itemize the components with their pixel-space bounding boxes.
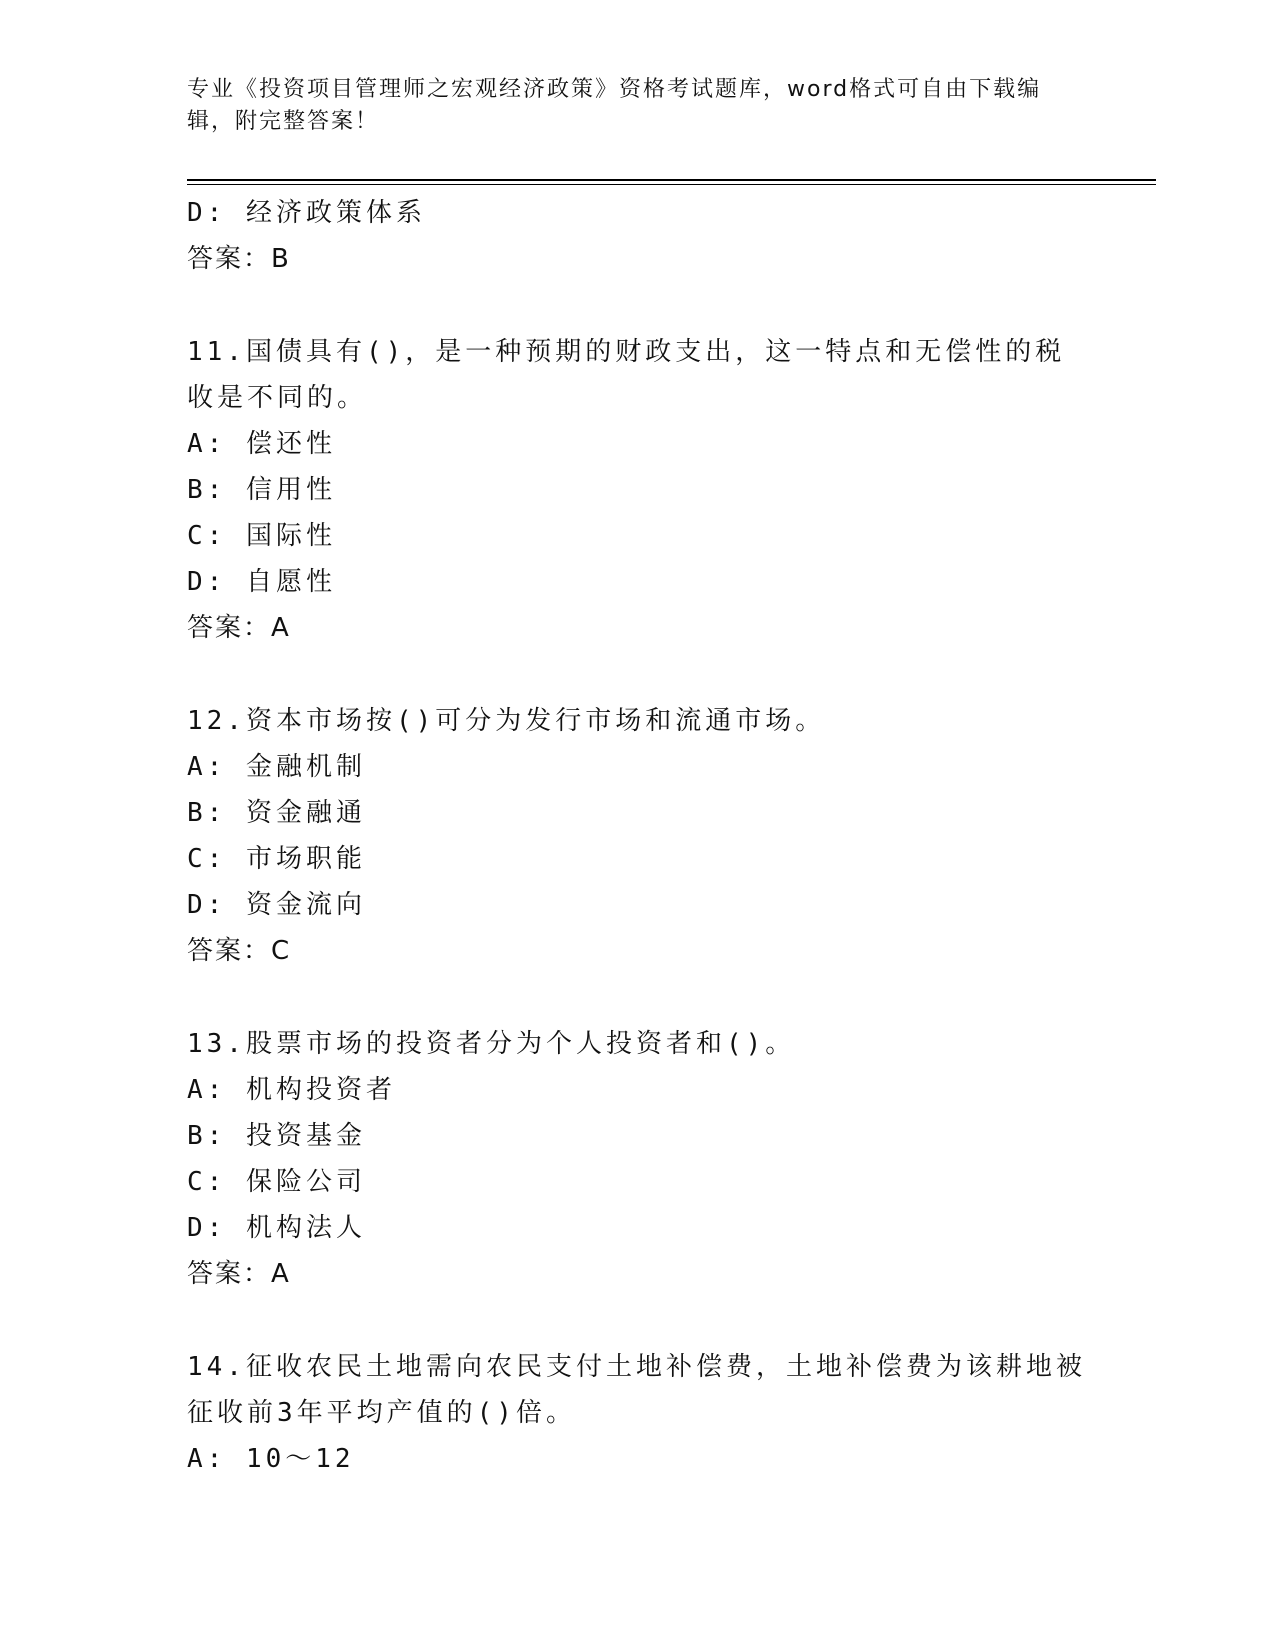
question-gap bbox=[187, 282, 1087, 329]
option-d: D: 机构法人 bbox=[187, 1213, 366, 1243]
question-gap bbox=[187, 1297, 1087, 1344]
option-d: D: 自愿性 bbox=[187, 567, 336, 597]
answer-line: 答案：C bbox=[187, 936, 292, 966]
option-d: D: 经济政策体系 bbox=[187, 198, 426, 228]
header-rule-thick bbox=[187, 179, 1156, 181]
answer-line: 答案：A bbox=[187, 1259, 291, 1289]
header-rule-thin bbox=[187, 184, 1156, 185]
option-c: C: 市场职能 bbox=[187, 844, 366, 874]
option-a: A: 10～12 bbox=[187, 1444, 355, 1474]
question-content bbox=[187, 190, 1087, 1482]
answer-line: 答案：B bbox=[187, 244, 291, 274]
option-a: A: 偿还性 bbox=[187, 429, 336, 459]
answer-line: 答案：A bbox=[187, 613, 291, 643]
question-gap bbox=[187, 974, 1087, 1021]
question-block-13 bbox=[187, 1021, 1087, 1297]
option-b: B: 资金融通 bbox=[187, 798, 366, 828]
option-c: C: 国际性 bbox=[187, 521, 336, 551]
document-header: 专业《投资项目管理师之宏观经济政策》资格考试题库，word格式可自由下载编辑，附完整答案！ bbox=[187, 77, 1042, 134]
option-a: A: 金融机制 bbox=[187, 752, 366, 782]
question-block-12 bbox=[187, 698, 1087, 974]
option-c: C: 保险公司 bbox=[187, 1167, 366, 1197]
question-stem: 14.征收农民土地需向农民支付土地补偿费，土地补偿费为该耕地被征收前3年平均产值的()倍。 bbox=[187, 1352, 1086, 1428]
question-stem: 13.股票市场的投资者分为个人投资者和()。 bbox=[187, 1029, 796, 1059]
question-stem: 12.资本市场按()可分为发行市场和流通市场。 bbox=[187, 706, 826, 736]
option-a: A: 机构投资者 bbox=[187, 1075, 396, 1105]
option-b: B: 投资基金 bbox=[187, 1121, 366, 1151]
question-gap bbox=[187, 651, 1087, 698]
question-block-14 bbox=[187, 1344, 1087, 1482]
question-stem: 11.国债具有()，是一种预期的财政支出，这一特点和无偿性的税收是不同的。 bbox=[187, 337, 1066, 413]
question-block-11 bbox=[187, 329, 1087, 651]
option-b: B: 信用性 bbox=[187, 475, 336, 505]
option-d: D: 资金流向 bbox=[187, 890, 366, 920]
